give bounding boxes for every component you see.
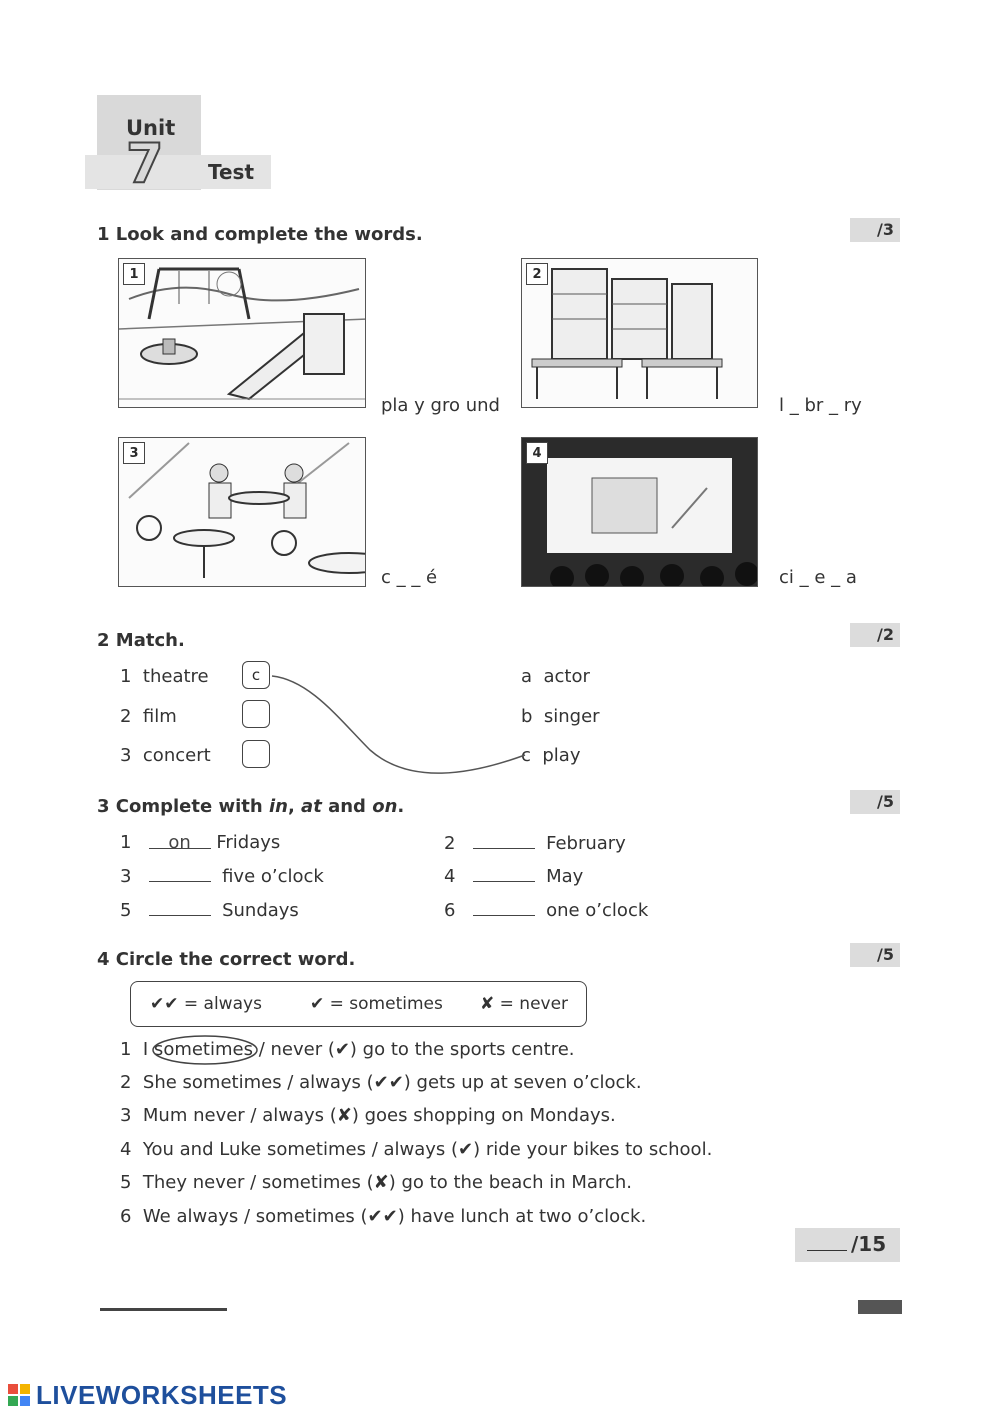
unit-label: Unit	[126, 116, 176, 140]
total-score-blank[interactable]	[807, 1250, 847, 1251]
match-right-c: c play	[521, 745, 581, 766]
total-score-box	[795, 1228, 900, 1262]
picture-number: 2	[526, 263, 548, 285]
section3-score: /5	[850, 790, 900, 814]
match-line	[270, 670, 530, 780]
cinema-illustration	[522, 438, 758, 587]
cafe-illustration	[119, 438, 366, 587]
page-tab	[858, 1300, 902, 1314]
prep-item-4: 4 May	[444, 866, 584, 887]
playground-picture	[118, 258, 366, 408]
circle-item-2[interactable]: 2 She sometimes / always (✔✔) gets up at seven o’clock.	[120, 1072, 642, 1093]
picture-number: 1	[123, 263, 145, 285]
match-box-2[interactable]	[242, 700, 270, 728]
word-4-answer[interactable]: ci _ e _ a	[779, 567, 857, 588]
match-box-3[interactable]	[242, 740, 270, 768]
unit-number: 7	[126, 132, 164, 195]
cafe-picture	[118, 437, 366, 587]
match-left-3: 3 concert	[120, 745, 211, 766]
test-label: Test	[208, 160, 255, 184]
section2-title: 2 Match.	[97, 630, 185, 651]
section1-score: /3	[850, 218, 900, 242]
section2-score: /2	[850, 623, 900, 647]
section3-title: 3 Complete with in, at and on.	[97, 796, 405, 817]
section4-score: /5	[850, 943, 900, 967]
answer-circle	[150, 1032, 265, 1068]
circle-item-6[interactable]: 6 We always / sometimes (✔✔) have lunch at two o’clock.	[120, 1206, 647, 1227]
prep-blank-5[interactable]	[149, 899, 211, 916]
circle-item-5[interactable]: 5 They never / sometimes (✘) go to the beach in March.	[120, 1172, 632, 1193]
prep-blank-4[interactable]	[473, 865, 535, 882]
circle-item-1[interactable]: 1 I sometimes / never (✔) go to the sports centre.	[120, 1039, 575, 1060]
bottom-rule	[100, 1308, 227, 1311]
prep-item-1: 1 on Fridays	[120, 832, 281, 853]
cinema-picture	[521, 437, 758, 587]
key-never: ✘ = never	[480, 994, 569, 1014]
key-always: ✔✔ = always	[150, 994, 262, 1014]
liveworksheets-logo-icon	[8, 1384, 32, 1406]
prep-blank-3[interactable]	[149, 865, 211, 882]
match-box-1[interactable]: c	[242, 661, 270, 689]
match-right-b: b singer	[521, 706, 600, 727]
total-score: /15	[851, 1232, 887, 1256]
section4-title: 4 Circle the correct word.	[97, 949, 356, 970]
word-1-answer[interactable]: pla y gro und	[381, 395, 500, 416]
match-left-1: 1 theatre	[120, 666, 209, 687]
circle-item-4[interactable]: 4 You and Luke sometimes / always (✔) ride your bikes to school.	[120, 1139, 713, 1160]
picture-number: 3	[123, 442, 145, 464]
key-sometimes: ✔ = sometimes	[310, 994, 443, 1014]
word-3-answer[interactable]: c _ _ é	[381, 567, 438, 588]
match-left-2: 2 film	[120, 706, 177, 727]
library-picture	[521, 258, 758, 408]
prep-item-3: 3 five o’clock	[120, 866, 324, 887]
library-illustration	[522, 259, 758, 408]
picture-number: 4	[526, 442, 548, 464]
word-2-answer[interactable]: l _ br _ ry	[779, 395, 862, 416]
section1-title: 1 Look and complete the words.	[97, 224, 423, 245]
circle-item-3[interactable]: 3 Mum never / always (✘) goes shopping on Mondays.	[120, 1105, 616, 1126]
prep-item-2: 2 February	[444, 833, 626, 854]
playground-illustration	[119, 259, 366, 408]
prep-blank-2[interactable]	[473, 832, 535, 849]
prep-blank-1[interactable]: on	[149, 832, 211, 849]
match-right-a: a actor	[521, 666, 590, 687]
prep-item-6: 6 one o’clock	[444, 900, 649, 921]
liveworksheets-brand[interactable]: LIVEWORKSHEETS	[36, 1380, 288, 1410]
prep-blank-6[interactable]	[473, 899, 535, 916]
prep-item-5: 5 Sundays	[120, 900, 299, 921]
